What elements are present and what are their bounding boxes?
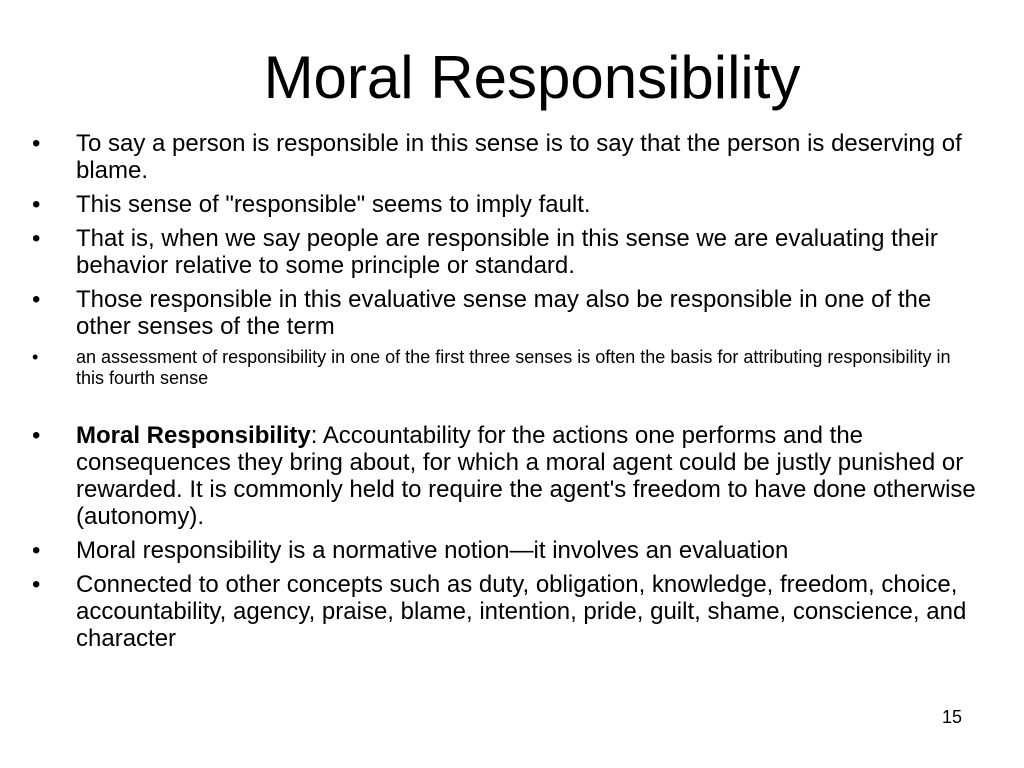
bullet-marker: •: [32, 286, 41, 313]
bullet-marker: •: [32, 571, 41, 598]
bullet-marker: •: [32, 130, 41, 157]
bullet-marker: •: [32, 225, 41, 252]
definition-text: : Accountability for the actions one performs and the consequences they bring about, for which a moral agent could be justly punished or rewarded. It is commonly held to require the agent's freedom to have done otherwise (autonomy).: [76, 422, 976, 530]
bullet-text: This sense of "responsible" seems to imply fault.: [76, 191, 591, 218]
bullet-item: [32, 191, 982, 218]
bullet-marker: •: [32, 347, 39, 367]
bullet-item: [32, 130, 982, 184]
bullet-marker: •: [32, 537, 41, 564]
bullet-text: That is, when we say people are responsible in this sense we are evaluating their behavior relative to some principle or standard.: [76, 225, 938, 279]
bullet-item: [32, 347, 982, 389]
bullet-text: Connected to other concepts such as duty, obligation, knowledge, freedom, choice, accountability, agency, praise, blame, intention, pride, guilt, shame, conscience, and character: [76, 571, 967, 652]
bullet-item: [32, 225, 982, 279]
bullet-list: [32, 130, 982, 659]
bullet-text: Those responsible in this evaluative sense may also be responsible in one of the other senses of the term: [76, 286, 932, 340]
bullet-text: To say a person is responsible in this sense is to say that the person is deserving of blame.: [76, 130, 962, 184]
bullet-marker: •: [32, 191, 41, 218]
slide-title: Moral Responsibility: [263, 44, 801, 111]
bullet-item: [32, 422, 982, 530]
definition-term: Moral Responsibility: [76, 422, 311, 449]
bullet-text: Moral responsibility is a normative notion—it involves an evaluation: [76, 537, 789, 564]
bullet-item: [32, 537, 982, 564]
bullet-item: [32, 571, 982, 652]
bullet-text: an assessment of responsibility in one of the first three senses is often the basis for attributing responsibility in this fourth sense: [76, 347, 951, 388]
bullet-item: [32, 286, 982, 340]
bullet-spacer: [32, 396, 982, 422]
bullet-marker: •: [32, 422, 41, 449]
page-number: 15: [941, 707, 962, 727]
